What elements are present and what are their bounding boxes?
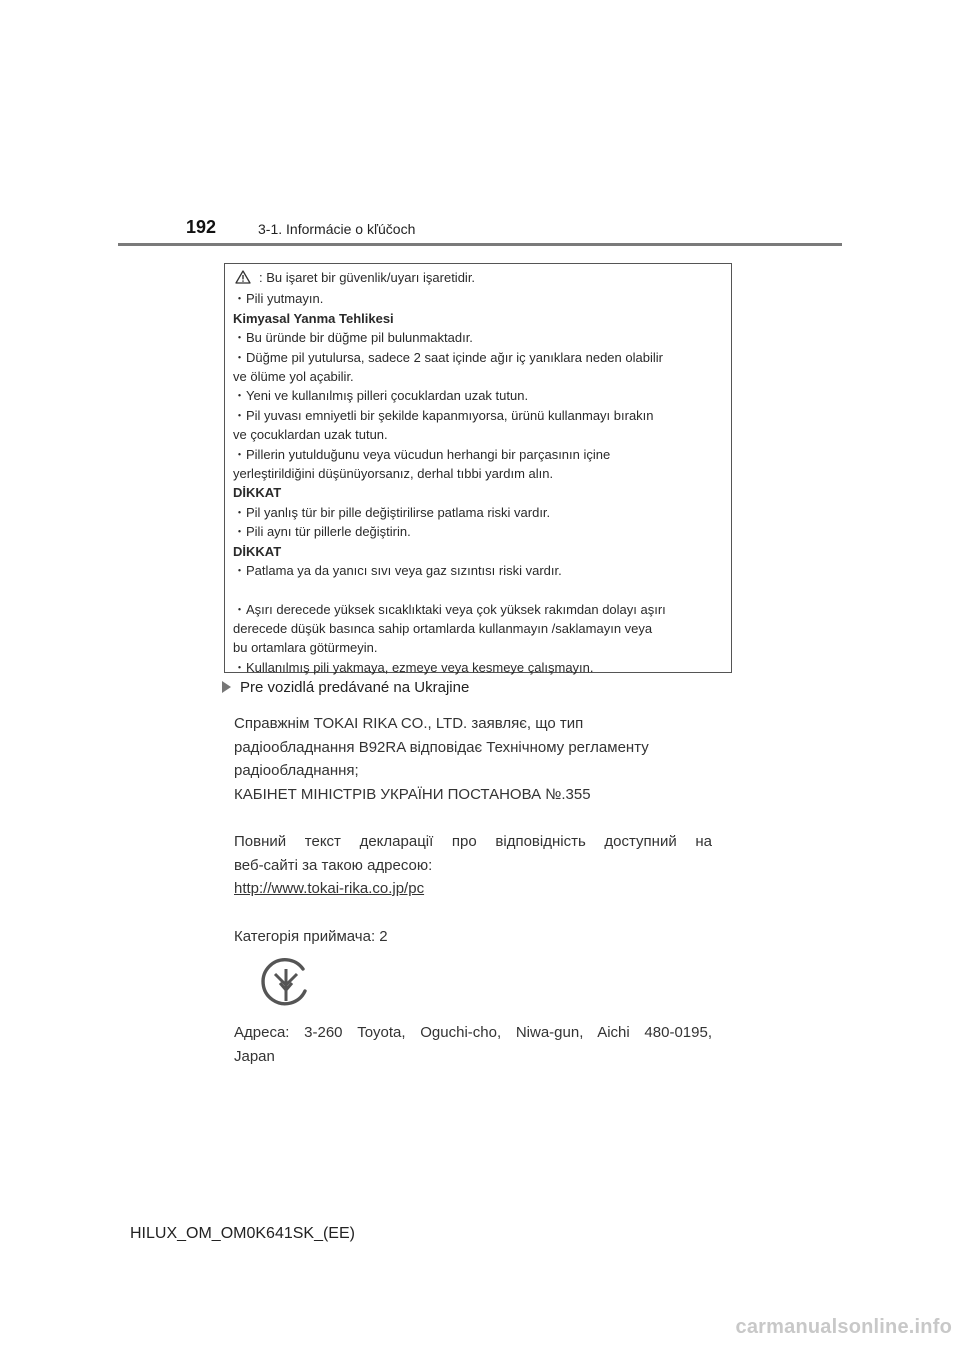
warning-line: yerleştirildiğini düşünüyorsanız, derhal tıbbi yardım alın. (233, 466, 554, 482)
warning-heading: Kimyasal Yanma Tehlikesi (233, 310, 394, 326)
declaration-line: радіообладнання; (234, 762, 359, 779)
spacer (234, 901, 712, 925)
declaration-line: Справжнім TOKAI RIKA CO., LTD. заявляє, що тип (234, 715, 584, 732)
subheading (222, 679, 469, 696)
warning-line: ・Patlama ya da yanıcı sıvı veya gaz sızıntısı riski vardır. (233, 563, 562, 579)
fulltext-line: Повний текст декларації про відповідність доступний на (234, 833, 712, 850)
warning-triangle-icon (235, 270, 251, 289)
spacer (234, 806, 712, 830)
warning-line: ・Bu üründe bir düğme pil bulunmaktadır. (233, 330, 473, 346)
watermark: carmanualsonline.info (735, 1316, 952, 1338)
warning-line: derecede düşük basınca sahip ortamlarda kullanmayın /saklamayın veya (233, 620, 653, 636)
warning-line: ・Pili aynı tür pillerle değiştirin. (233, 524, 411, 540)
address-line: Адреса: 3-260 Toyota, Oguchi-cho, Niwa-gun, Aichi 480-0195, (234, 1024, 712, 1041)
footer-doc-code: HILUX_OM_OM0K641SK_(EE) (130, 1225, 355, 1242)
warning-line: ve çocuklardan uzak tutun. (233, 427, 388, 443)
ukraine-declaration (234, 712, 712, 948)
warning-line: ・Kullanılmış pili yakmaya, ezmeye veya kesmeye çalışmayın. (233, 659, 594, 675)
warning-line: ・Pillerin yutulduğunu veya vücudun herhangi bir parçasının içine (233, 446, 611, 462)
declaration-line: радіообладнання B92RA відповідає Технічному регламенту (234, 738, 649, 756)
ukrainian-conformity-mark-icon (259, 955, 313, 1014)
warning-line: ・Yeni ve kullanılmış pilleri çocuklardan uzak tutun. (233, 388, 529, 404)
address (234, 1021, 712, 1068)
section-title: 3-1. Informácie o kľúčoch (258, 221, 416, 237)
triangle-right-icon (222, 681, 231, 693)
warning-line: ve ölüme yol açabilir. (233, 369, 354, 385)
caution-heading: DİKKAT (233, 485, 282, 501)
header-rule (118, 243, 842, 246)
warning-line-1 (233, 268, 723, 289)
declaration-line: КАБІНЕТ МІНІСТРІВ УКРАЇНИ ПОСТАНОВА №.355 (234, 785, 591, 803)
warning-line: ・Pil yanlış tür bir pille değiştirilirse patlama riski vardır. (233, 504, 551, 520)
warning-line: ・Pil yuvası emniyetli bir şekilde kapanmıyorsa, ürünü kullanmayı bırakın (233, 407, 654, 423)
subheading-text: Pre vozidlá predávané na Ukrajine (240, 679, 470, 696)
page-number: 192 (186, 217, 217, 237)
warning-line: ・Pili yutmayın. (233, 291, 324, 307)
spacer (233, 581, 723, 600)
receiver-category: Категорія приймача: 2 (234, 927, 388, 945)
fulltext-line: веб-сайті за такою адресою: (234, 856, 433, 874)
address-line: Japan (234, 1047, 275, 1065)
declaration-url-link[interactable]: http://www.tokai-rika.co.jp/pc (234, 880, 425, 897)
warning-text: : Bu işaret bir güvenlik/uyarı işaretidir. (259, 270, 476, 285)
warning-line: ・Aşırı derecede yüksek sıcaklıktaki veya çok yüksek rakımdan dolayı aşırı (233, 601, 666, 617)
warning-box (224, 263, 732, 673)
warning-line: bu ortamlara götürmeyin. (233, 640, 378, 656)
warning-line: ・Düğme pil yutulursa, sadece 2 saat içinde ağır iç yanıklara neden olabilir (233, 349, 663, 365)
caution-heading: DİKKAT (233, 543, 282, 559)
